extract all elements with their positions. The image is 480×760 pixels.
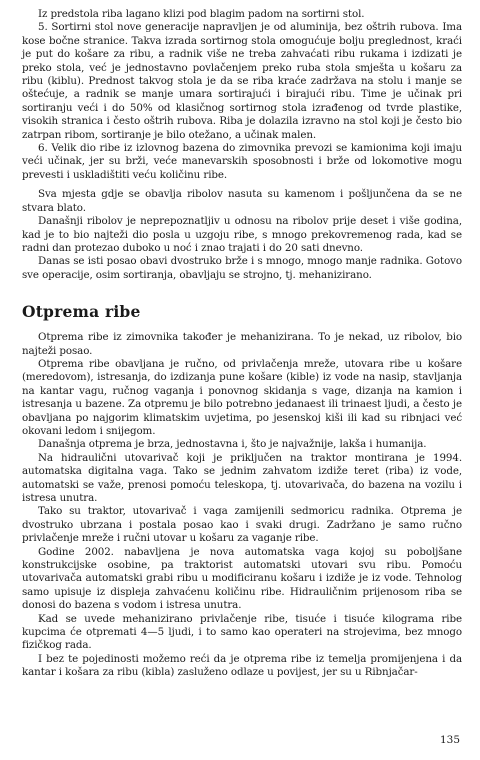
document-page [22, 8, 462, 752]
paragraph-8: Otprema ribe obavljana je ručno, od privlačenja mreže, utovara ribe u košare (meredovom), istresanja, do izdizanja pune košare (kible) iz vode na nasip, stavljanja na kantar vagu, ručnog vaganja i ponovnog skidanja s vage, dizanja na kamion i istresanja u bazene. Za otpremu je bilo potrebno jedanaest ili trinaest ljudi, a često je obavljana po najgorim klimatskim uvjetima, po jesenskoj kiši ili kad su ribnjaci već okovani ledom i snijegom. [22, 357, 462, 437]
paragraph-9: Današnja otprema je brza, jednostavna i, što je najvažnije, lakša i humanija. [38, 438, 427, 451]
paragraph-1: Iz predstola riba lagano klizi pod blagim padom na sortirni stol. [38, 8, 365, 20]
paragraph-13: Kad se uvede mehanizirano privlačenje ribe, tisuće i tisuće kilograma ribe kupcima će otpremati 4—5 ljudi, i to samo kao operateri na strojevima, bez mnogo fizičkog rada. [22, 612, 462, 652]
paragraph-7: Otprema ribe iz zimovnika također je mehanizirana. To je nekad, uz ribolov, bio najteži posao. [22, 331, 462, 357]
paragraph-5: Današnji ribolov je neprepoznatljiv u odnosu na ribolov prije deset i više godina, kad je to bio najteži dio posla u uzgoju ribe, s mnogo prekovremenog rada, kad se radni dan protezao duboko u noć i znao trajati i do 20 sati dnevno. [22, 215, 462, 254]
paragraph-2: 5. Sortirni stol nove generacije napravljen je od aluminija, bez oštrih rubova. Ima kose bočne stranice. Takva izrada sortirnog stola omogućuje bolju preglednost, kraći je put do košare za ribu, a radnik više ne treba zahvaćati ribu rukama i izdizati je preko stola, već je jednostavno povlačenjem preko ruba stola smješta u košaru za ribu (kiblu). Prednost takvog stola je da se riba kraće zadržava na stolu i manje se oštećuje, a radnik se manje umara sortirajući i birajući ribu. Time je učinak pri sortiranju veći i do 50% od klasičnog sortirnog stola izrađenog od tvrde plastike, visokih stranica i često oštrih rubova. Riba je dolazila izravno na stol koji je često bio zatrpan ribom, sortiranje je bilo otežano, a učinak malen. [22, 21, 462, 141]
paragraph-4: Sva mjesta gdje se obavlja ribolov nasuta su kamenom i pošljunčena da se ne stvara blato. [22, 188, 462, 214]
section-heading: Otprema ribe [22, 302, 141, 322]
paragraph-6: Danas se isti posao obavi dvostruko brže i s mnogo, mnogo manje radnika. Gotovo sve operacije, osim sortiranja, obavljaju se strojno, tj. mehanizirano. [22, 255, 462, 281]
paragraph-14: I bez te pojedinosti možemo reći da je otprema ribe iz temelja promijenjena i da kantar i košara za ribu (kibla) zasluženo odlaze u povijest, jer su u Ribnjačar- [22, 652, 462, 679]
paragraph-11: Tako su traktor, utovarivač i vaga zamijenili sedmoricu radnika. Otprema je dvostruko ubrzana i postala posao kao i svaki drugi. Zadržano je samo ručno privlačenje mreže i ručni utovar u košaru za vaganje ribe. [22, 505, 462, 545]
paragraph-12: Godine 2002. nabavljena je nova automatska vaga kojoj su poboljšane konstrukcijske osobine, pa traktorist automatski utovari svu ribu. Pomoću utovarivača automatski grabi ribu u modificiranu košaru i izdiže je iz vode. Tehnolog samo upisuje iz displeja zahvaćenu količinu ribe. Hidrauličnim prijenosom riba se donosi do bazena s vodom i istresa unutra. [22, 545, 462, 612]
page-number: 135 [439, 734, 460, 746]
paragraph-10: Na hidraulični utovarivač koji je priključen na traktor montirana je 1994. automatska digitalna vaga. Tako se jednim zahvatom izdiže teret (riba) iz vode, automatski se važe, prenosi pomoću teleskopa, tj. utovarivača, do bazena na vozilu i istresa unutra. [22, 451, 462, 504]
paragraph-3: 6. Velik dio ribe iz izlovnog bazena do zimovnika prevozi se kamionima koji imaju veći učinak, jer su brži, veće manevarskih sposobnosti i brže od lokomotive mogu prevesti i uskladištiti veću količinu ribe. [22, 142, 462, 181]
